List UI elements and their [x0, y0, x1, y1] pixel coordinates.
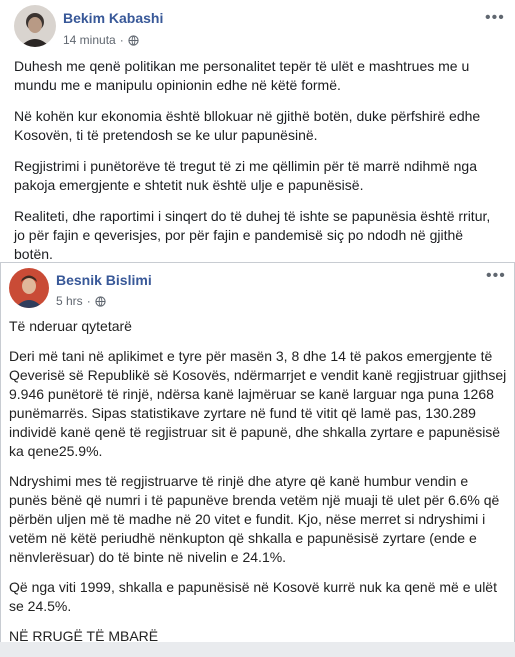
- author-name[interactable]: Besnik Bislimi: [56, 272, 152, 288]
- post-bekim-kabashi: [0, 0, 515, 262]
- more-options-icon[interactable]: •••: [486, 267, 506, 284]
- timestamp[interactable]: 5 hrs: [56, 294, 83, 308]
- paragraph: Në kohën kur ekonomia është bllokuar në gjithë botën, duke përfshirë edhe Kosovën, ti të pretendosh se ke ulur papunësinë.: [14, 108, 481, 143]
- avatar[interactable]: [9, 268, 49, 308]
- globe-icon: [128, 35, 139, 46]
- avatar[interactable]: [14, 5, 56, 47]
- paragraph: Ndryshimi mes të regjistruarve të rinjë dhe atyre që kanë humbur vendin e punës bënë që numri i të papunëve brenda vetëm një muaji të ulet për 6.6% që përbën uljen më të madhe në 20 vitet e fundit. Kjo, nëse merret si ndryshimi i vetëm në këtë periudhë nënkupton që shkalla e papunësisë zyrtare (ende e nënvlerësuar) do të binte në nivelin e 24.1%.: [9, 473, 500, 565]
- paragraph: NË RRUGË TË MBARË: [9, 628, 159, 644]
- paragraph: Deri më tani në aplikimet e tyre për masën 3, 8 dhe 14 të pakos emergjente të Qeverisë së Republikë së Kosovës, ndërmarrjet e vendit kanë regjistruar gjithsej 9.946 punëtorë të rinjë, ndërsa kanë lajmëruar se kanë larguar nga puna 1268 punëmarrës. Sipas statistikave zyrtare në fund të vitit që lamë pas, 130.289 individë kanë qenë të regjistruar sit ë papunë, dhe shkalla zyrtare e papunësisë ka qene25.9%.: [9, 348, 507, 459]
- paragraph: Realiteti, dhe raportimi i sinqert do të duhej të ishte se papunësia është rritur, jo për fajin e qeverisjes, por për fajin e pandemisë siç po ndodh në gjithë botën.: [14, 208, 491, 262]
- post-meta: 14 minuta ·: [63, 33, 139, 47]
- paragraph: Të nderuar qytetarë: [9, 318, 132, 334]
- paragraph: Regjistrimi i punëtorëve të tregut të zi me qëllimin për të marrë ndihmë nga pakoja emergjente e shtetit nuk është ulje e papunësisë.: [14, 158, 477, 193]
- more-options-icon[interactable]: •••: [485, 9, 505, 26]
- timestamp[interactable]: 14 minuta: [63, 33, 116, 47]
- globe-icon: [95, 296, 106, 307]
- post-besnik-bislimi: [0, 262, 515, 642]
- paragraph: Duhesh me qenë politikan me personalitet tepër të ulët e mashtrues me u mundu me e manipulu opinionin edhe në këtë formë.: [14, 58, 470, 93]
- post-text: [14, 57, 504, 276]
- post-text: [9, 317, 509, 657]
- author-name[interactable]: Bekim Kabashi: [63, 10, 164, 26]
- paragraph: Që nga viti 1999, shkalla e papunësisë në Kosovë kurrë nuk ka qenë më e ulët se 24.5%.: [9, 579, 497, 614]
- post-meta: 5 hrs ·: [56, 294, 106, 308]
